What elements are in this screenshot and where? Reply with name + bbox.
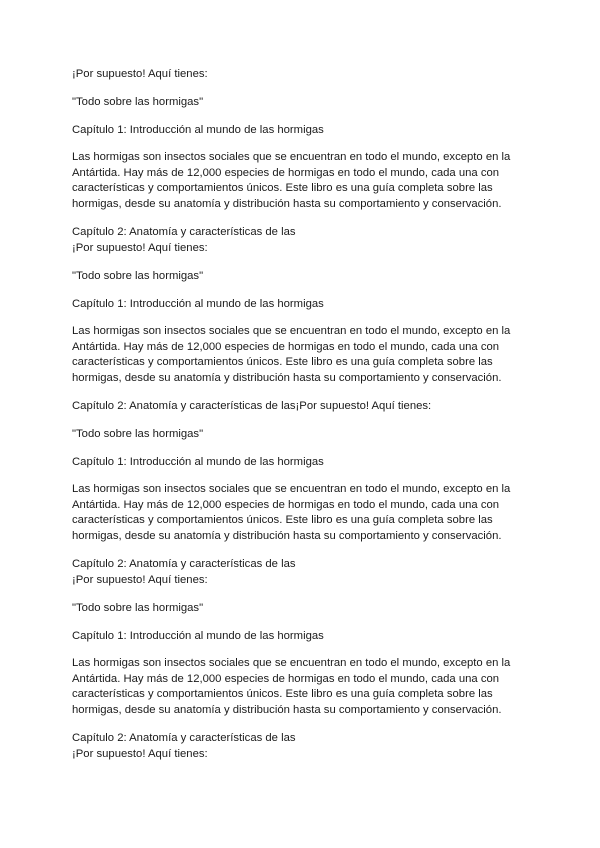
chapter-2-heading: Capítulo 2: Anatomía y características de las¡Por supuesto! Aquí tienes: — [72, 400, 432, 412]
chapter-1-heading: Capítulo 1: Introducción al mundo de las hormigas — [72, 124, 324, 136]
intro-line: ¡Por supuesto! Aquí tienes: — [72, 68, 208, 80]
chapter-2-heading: Capítulo 2: Anatomía y características de las — [72, 226, 296, 238]
chapter-1-heading: Capítulo 1: Introducción al mundo de las hormigas — [72, 630, 324, 642]
intro-paragraph: Las hormigas son insectos sociales que se encuentran en todo el mundo, excepto en la Antártida. Hay más de 12,000 especies de hormigas en todo el mundo, cada una con características y comportamientos únicos. Este libro es una guía completa sobre las hormigas, desde su anatomía y distribución hasta su comportamiento y conservación. — [72, 483, 511, 542]
book-title: "Todo sobre las hormigas" — [72, 270, 204, 282]
intro-line: ¡Por supuesto! Aquí tienes: — [72, 574, 208, 586]
chapter-1-heading: Capítulo 1: Introducción al mundo de las hormigas — [72, 456, 324, 468]
intro-line: ¡Por supuesto! Aquí tienes: — [72, 748, 208, 760]
chapter-2-heading: Capítulo 2: Anatomía y características de las — [72, 558, 296, 570]
intro-paragraph: Las hormigas son insectos sociales que se encuentran en todo el mundo, excepto en la Antártida. Hay más de 12,000 especies de hormigas en todo el mundo, cada una con características y comportamientos únicos. Este libro es una guía completa sobre las hormigas, desde su anatomía y distribución hasta su comportamiento y conservación. — [72, 325, 511, 384]
intro-line: ¡Por supuesto! Aquí tienes: — [72, 242, 208, 254]
book-title: "Todo sobre las hormigas" — [72, 96, 204, 108]
document-page — [72, 66, 534, 762]
intro-paragraph: Las hormigas son insectos sociales que se encuentran en todo el mundo, excepto en la Antártida. Hay más de 12,000 especies de hormigas en todo el mundo, cada una con características y comportamientos únicos. Este libro es una guía completa sobre las hormigas, desde su anatomía y distribución hasta su comportamiento y conservación. — [72, 657, 511, 716]
chapter-1-heading: Capítulo 1: Introducción al mundo de las hormigas — [72, 298, 324, 310]
chapter-2-heading: Capítulo 2: Anatomía y características de las — [72, 732, 296, 744]
book-title: "Todo sobre las hormigas" — [72, 602, 204, 614]
book-title: "Todo sobre las hormigas" — [72, 428, 204, 440]
intro-paragraph: Las hormigas son insectos sociales que se encuentran en todo el mundo, excepto en la Antártida. Hay más de 12,000 especies de hormigas en todo el mundo, cada una con características y comportamientos únicos. Este libro es una guía completa sobre las hormigas, desde su anatomía y distribución hasta su comportamiento y conservación. — [72, 151, 511, 210]
